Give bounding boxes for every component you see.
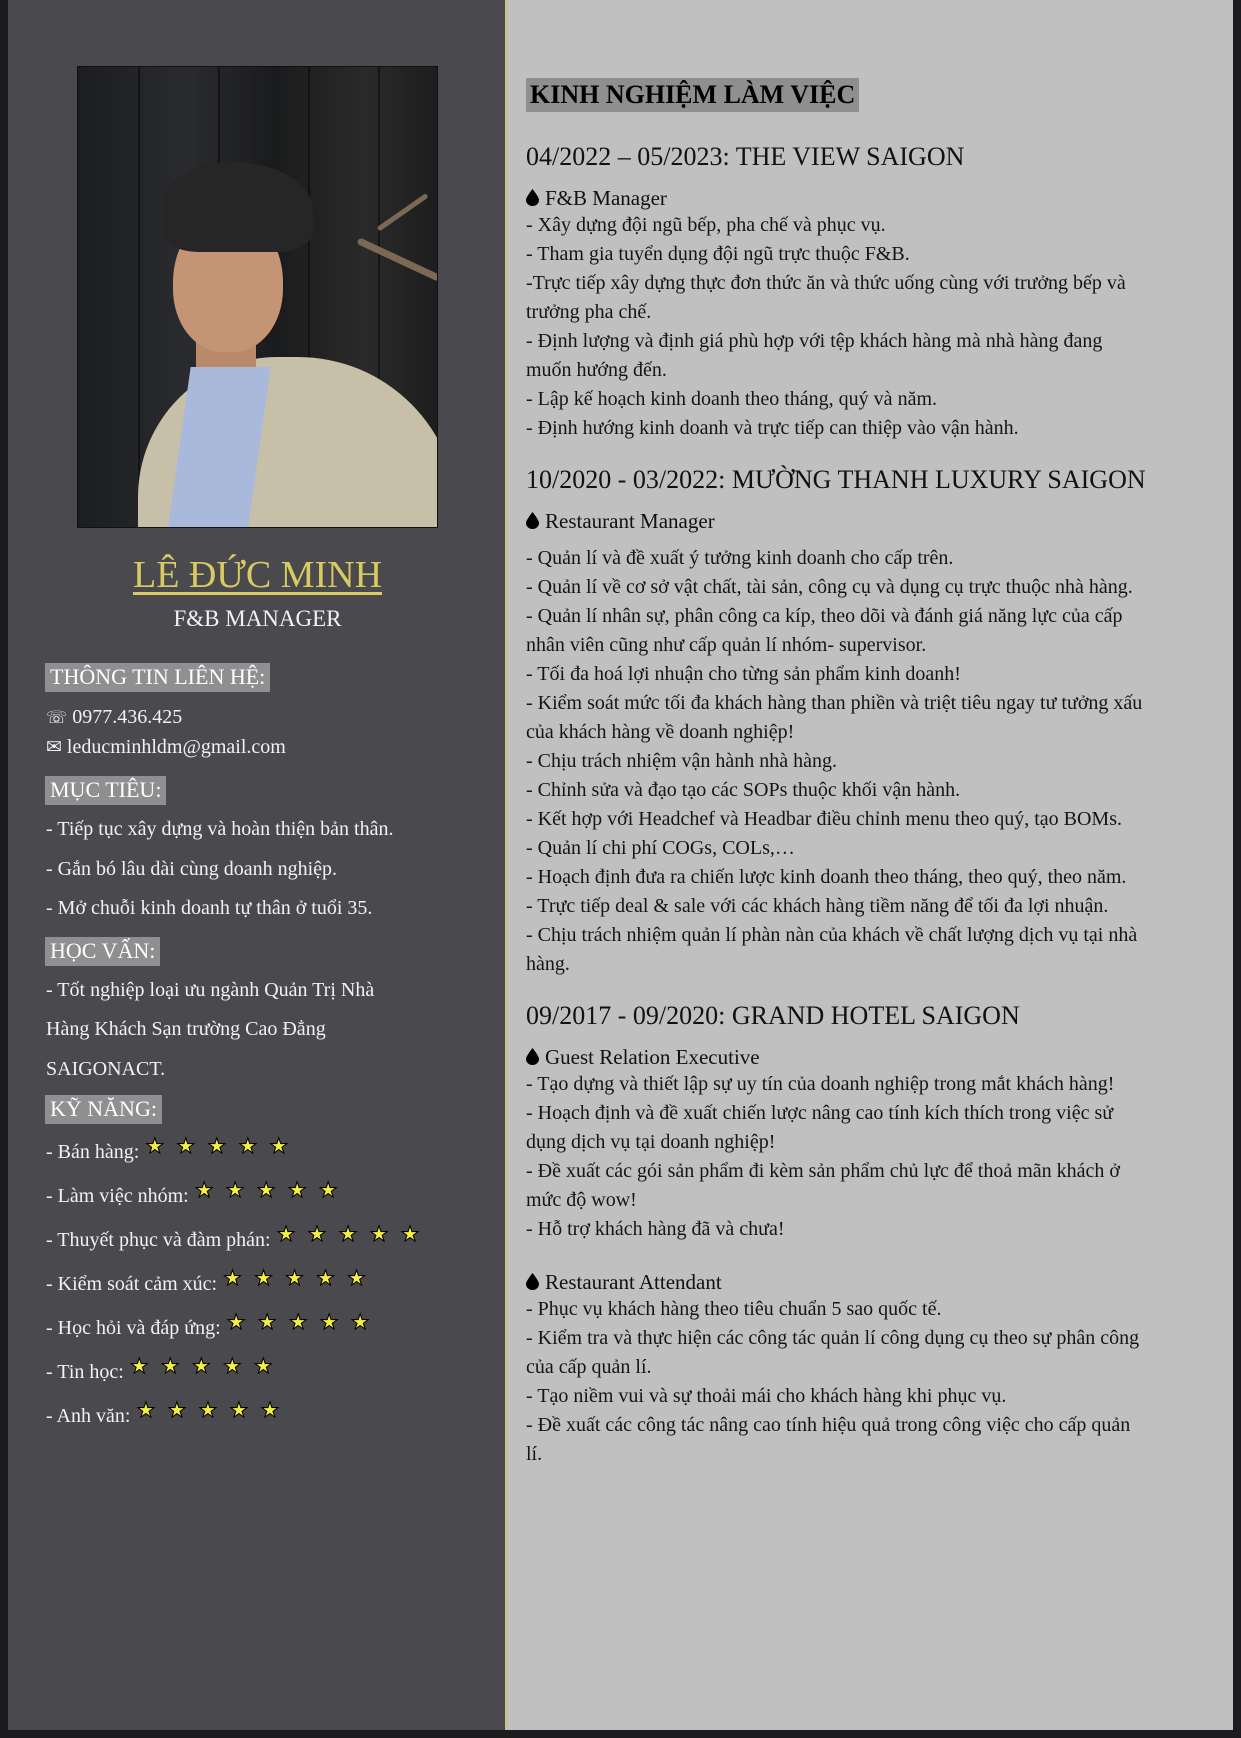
responsibility-line: - Chịu trách nhiệm quản lí phàn nàn của khách về chất lượng dịch vụ tại nhà	[526, 924, 1138, 946]
responsibility-line: của khách hàng về doanh nghiệp!	[526, 721, 795, 743]
education-heading: HỌC VẤN:	[45, 937, 160, 966]
star-icon: ★	[136, 1398, 156, 1422]
responsibility-line: lí.	[526, 1443, 543, 1465]
star-icon: ★	[400, 1222, 420, 1246]
responsibility-list	[526, 1070, 1221, 1244]
skills-heading: KỸ NĂNG:	[45, 1095, 162, 1124]
envelope-icon: ✉	[46, 737, 62, 758]
experience-column	[507, 0, 1233, 1730]
star-icon: ★	[276, 1222, 296, 1246]
drop-bullet-icon	[526, 189, 539, 206]
skill-label: - Thuyết phục và đàm phán:	[46, 1229, 271, 1251]
star-icon: ★	[229, 1398, 249, 1422]
drop-bullet-icon	[526, 1048, 539, 1065]
drop-bullet-icon	[526, 512, 539, 529]
candidate-name: LÊ ĐỨC MINH	[132, 554, 383, 596]
responsibility-line: - Xây dựng đội ngũ bếp, pha chế và phục vụ.	[526, 214, 886, 236]
responsibility-line: - Kết hợp với Headchef và Headbar điều chỉnh menu theo quý, tạo BOMs.	[526, 808, 1122, 830]
skill-row	[46, 1134, 300, 1165]
skill-row	[46, 1310, 382, 1341]
star-icon: ★	[253, 1354, 273, 1378]
skill-row	[46, 1178, 350, 1209]
star-icon: ★	[160, 1354, 180, 1378]
email-line	[46, 736, 286, 759]
job-title: 10/2020 - 03/2022: MƯỜNG THANH LUXURY SAIGON	[526, 465, 1146, 494]
star-icon: ★	[285, 1266, 304, 1290]
star-icon: ★	[145, 1134, 165, 1158]
star-icon: ★	[254, 1266, 273, 1290]
star-icon: ★	[260, 1398, 280, 1422]
star-icon: ★	[129, 1354, 149, 1378]
responsibility-line: - Quản lí về cơ sở vật chất, tài sản, công cụ và dụng cụ trực thuộc nhà hàng.	[526, 576, 1133, 598]
drop-bullet-icon	[526, 1273, 539, 1290]
responsibility-line: - Quản lí chi phí COGs, COLs,…	[526, 837, 795, 859]
left-sidebar	[8, 0, 507, 1730]
responsibility-line: - Quản lí nhân sự, phân công ca kíp, theo dõi và đánh giá năng lực của cấp	[526, 605, 1123, 627]
objective-item: - Tiếp tục xây dựng và hoàn thiện bản thân.	[46, 818, 394, 840]
phone-number: 0977.436.425	[72, 706, 183, 728]
responsibility-line: - Chỉnh sửa và đạo tạo các SOPs thuộc khối vận hành.	[526, 779, 961, 801]
skill-rating	[136, 1398, 291, 1423]
star-icon: ★	[257, 1310, 277, 1334]
skill-row	[46, 1398, 291, 1429]
objective-item: - Mở chuỗi kinh doanh tự thân ở tuổi 35.	[46, 897, 373, 919]
profile-photo	[77, 66, 438, 528]
skill-rating	[277, 1222, 432, 1247]
star-icon: ★	[191, 1354, 211, 1378]
star-icon: ★	[347, 1266, 366, 1290]
cv-page	[8, 0, 1233, 1732]
education-line: Hàng Khách Sạn trường Cao Đẳng	[46, 1018, 326, 1040]
skill-label: - Bán hàng:	[46, 1141, 140, 1163]
responsibility-line: -Trực tiếp xây dựng thực đơn thức ăn và thức uống cùng với trưởng bếp và	[526, 272, 1126, 294]
star-icon: ★	[307, 1222, 327, 1246]
phone-icon: ☏	[46, 708, 68, 727]
education-line: - Tốt nghiệp loại ưu ngành Quản Trị Nhà	[46, 979, 375, 1001]
responsibility-line: - Hoạch định đưa ra chiến lược kinh doanh theo tháng, theo quý, theo năm.	[526, 866, 1127, 888]
star-icon: ★	[319, 1310, 339, 1334]
responsibility-line: mức độ wow!	[526, 1189, 637, 1211]
responsibility-line: trưởng pha chế.	[526, 301, 652, 323]
skill-label: - Tin học:	[46, 1361, 124, 1383]
responsibility-line: muốn hướng đến.	[526, 359, 667, 381]
star-icon: ★	[226, 1310, 246, 1334]
star-icon: ★	[318, 1178, 338, 1202]
responsibility-line: - Tạo niềm vui và sự thoải mái cho khách hàng khi phục vụ.	[526, 1385, 1007, 1407]
skill-label: - Học hỏi và đáp ứng:	[46, 1317, 221, 1339]
responsibility-line: - Lập kế hoạch kinh doanh theo tháng, quý và năm.	[526, 388, 937, 410]
responsibility-line: - Kiểm tra và thực hiện các công tác quản lí công dụng cụ theo sự phân công	[526, 1327, 1140, 1349]
responsibility-line: - Tối đa hoá lợi nhuận cho từng sản phẩm kinh doanh!	[526, 663, 961, 685]
responsibility-line: - Quản lí và đề xuất ý tưởng kinh doanh cho cấp trên.	[526, 547, 954, 569]
star-icon: ★	[238, 1134, 258, 1158]
role-name: Restaurant Attendant	[545, 1270, 722, 1294]
responsibility-line: - Hỗ trợ khách hàng đã và chưa!	[526, 1218, 785, 1240]
responsibility-line: dụng dịch vụ tại doanh nghiệp!	[526, 1131, 776, 1153]
skill-rating	[145, 1134, 300, 1159]
email-address: leducminhldm@gmail.com	[66, 736, 286, 758]
skill-label: - Anh văn:	[46, 1405, 131, 1427]
role-name: Restaurant Manager	[545, 509, 715, 533]
skill-rating	[195, 1178, 350, 1203]
star-icon: ★	[198, 1398, 218, 1422]
responsibility-line: - Phục vụ khách hàng theo tiêu chuẩn 5 sao quốc tế.	[526, 1298, 942, 1320]
responsibility-list	[526, 1295, 1221, 1469]
role-name: F&B Manager	[545, 186, 667, 210]
star-icon: ★	[222, 1354, 242, 1378]
star-icon: ★	[287, 1178, 307, 1202]
skill-label: - Làm việc nhóm:	[46, 1185, 189, 1207]
job-role	[526, 509, 1221, 534]
responsibility-line: hàng.	[526, 953, 570, 975]
responsibility-line: của cấp quản lí.	[526, 1356, 652, 1378]
star-icon: ★	[350, 1310, 370, 1334]
responsibility-line: nhân viên cũng như cấp quản lí nhóm- supervisor.	[526, 634, 927, 656]
star-icon: ★	[225, 1178, 245, 1202]
experience-heading: KINH NGHIỆM LÀM VIỆC	[526, 78, 859, 112]
responsibility-line: - Tạo dựng và thiết lập sự uy tín của doanh nghiệp trong mắt khách hàng!	[526, 1073, 1115, 1095]
objective-item: - Gắn bó lâu dài cùng doanh nghiệp.	[46, 858, 338, 880]
responsibility-line: - Chịu trách nhiệm vận hành nhà hàng.	[526, 750, 838, 772]
education-line: SAIGONACT.	[46, 1058, 166, 1080]
responsibility-line: - Hoạch định và đề xuất chiến lược nâng cao tính kích thích trong việc sử	[526, 1102, 1114, 1124]
star-icon: ★	[288, 1310, 308, 1334]
star-icon: ★	[269, 1134, 289, 1158]
role-name: Guest Relation Executive	[545, 1045, 760, 1069]
star-icon: ★	[256, 1178, 276, 1202]
job-role	[526, 1270, 1221, 1295]
skill-row	[46, 1222, 432, 1253]
responsibility-line: - Kiểm soát mức tối đa khách hàng than phiền và triệt tiêu ngay tư tưởng xấu	[526, 692, 1143, 714]
skill-rating	[223, 1266, 378, 1291]
skill-row	[46, 1266, 378, 1297]
star-icon: ★	[338, 1222, 358, 1246]
phone-line	[46, 706, 182, 729]
contact-heading: THÔNG TIN LIÊN HỆ:	[45, 663, 270, 692]
responsibility-line: - Trực tiếp deal & sale với các khách hàng tiềm năng để tối đa lợi nhuận.	[526, 895, 1109, 917]
responsibility-line: - Tham gia tuyển dụng đội ngũ trực thuộc F&B.	[526, 243, 910, 265]
star-icon: ★	[167, 1398, 187, 1422]
job-role	[526, 1045, 1221, 1070]
skill-rating	[227, 1310, 382, 1335]
responsibility-line: - Định hướng kinh doanh và trực tiếp can thiệp vào vận hành.	[526, 417, 1019, 439]
star-icon: ★	[369, 1222, 389, 1246]
responsibility-line: - Định lượng và định giá phù hợp với tệp khách hàng mà nhà hàng đang	[526, 330, 1103, 352]
skill-row	[46, 1354, 285, 1385]
responsibility-line: - Đề xuất các công tác nâng cao tính hiệu quả trong công việc cho cấp quản	[526, 1414, 1131, 1436]
job-title: 04/2022 – 05/2023: THE VIEW SAIGON	[526, 142, 965, 171]
job-role	[526, 186, 1221, 211]
star-icon: ★	[207, 1134, 227, 1158]
responsibility-list	[526, 211, 1221, 443]
job-title: 09/2017 - 09/2020: GRAND HOTEL SAIGON	[526, 1001, 1020, 1030]
responsibility-list	[526, 544, 1221, 979]
skill-rating	[130, 1354, 285, 1379]
responsibility-line: - Đề xuất các gói sản phẩm đi kèm sản phẩm chủ lực để thoả mãn khách ở	[526, 1160, 1121, 1182]
star-icon: ★	[176, 1134, 196, 1158]
star-icon: ★	[223, 1266, 242, 1290]
candidate-title: F&B MANAGER	[173, 606, 342, 631]
star-icon: ★	[316, 1266, 335, 1290]
star-icon: ★	[194, 1178, 214, 1202]
job-list	[526, 142, 1221, 1469]
objective-heading: MỤC TIÊU:	[45, 776, 166, 805]
skill-label: - Kiểm soát cảm xúc:	[46, 1273, 218, 1295]
